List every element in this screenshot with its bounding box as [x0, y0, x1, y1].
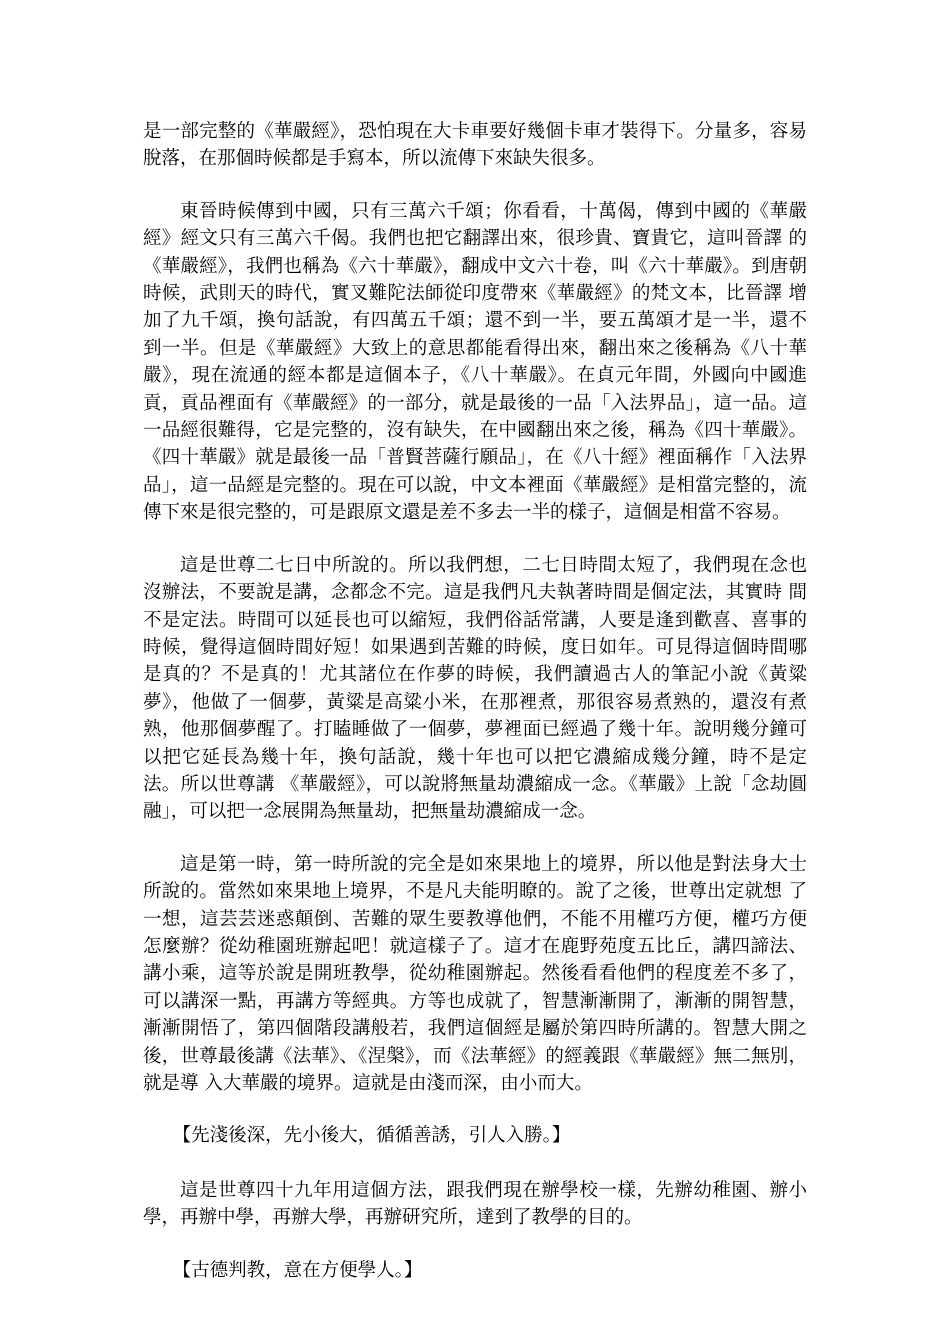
- paragraph-1: 是一部完整的《華嚴經》，恐怕現在大卡車要好幾個卡車才裝得下。分量多，容易脫落，在那個時候都是手寫本，所以流傳下來缺失很多。: [143, 121, 807, 170]
- scripture-quote-2: 【古德判教，意在方便學人。】: [172, 1259, 423, 1281]
- paragraph-4: 這是第一時，第一時所說的完全是如來果地上的境界，所以他是對法身大士所說的。當然如來果地上境界，不是凡夫能明瞭的。說了之後，世尊出定就想 了一想，這芸芸迷惑顛倒、苦難的眾生要教導他們，不能不用權巧方便，權巧方便怎麼辦？從幼稚園班辦起吧！就這樣子了。這才在鹿野苑度五比丘，講四諦法、講小乘，這等於說是開班教學，從幼稚園辦起。然後看看他們的程度差不多了，可以講深一點，再講方等經典。方等也成就了，智慧漸漸開了，漸漸的開智慧，漸漸開悟了，第四個階段講般若，我們這個經是屬於第四時所講的。智慧大開之後，世尊最後講《法華》、《涅槃》，而《法華經》的經義跟《華嚴經》無二無別，就是導 入大華嚴的境界。這就是由淺而深，由小而大。: [143, 853, 807, 1094]
- paragraph-5: 這是世尊四十九年用這個方法，跟我們現在辦學校一樣，先辦幼稚園、辦小學，再辦中學，再辦大學，再辦研究所，達到了教學的目的。: [143, 1179, 807, 1229]
- scripture-quote-1: 【先淺後深，先小後大，循循善誘，引人入勝。】: [172, 1125, 571, 1147]
- document-page: [143, 118, 807, 1311]
- paragraph-3: 這是世尊二七日中所說的。所以我們想，二七日時間太短了，我們現在念也沒辦法，不要說是講，念都念不完。這是我們凡夫執著時間是個定法，其實時 間不是定法。時間可以延長也可以縮短，我們俗話常講，人要是逢到歡喜、喜事的時候，覺得這個時間好短！如果遇到苦難的時候，度日如年。可見得這個時間哪是真的？不是真的！尤其諸位在作夢的時候，我們讀過古人的筆記小說《黃粱夢》，他做了一個夢，黃粱是高粱小米，在那裡煮，那很容易煮熟的，還沒有煮熟，他那個夢醒了。打瞌睡做了一個夢，夢裡面已經過了幾十年。說明幾分鐘可以把它延長為幾十年，換句話說，幾十年也可以把它濃縮成幾分鐘，時不是定法。所以世尊講 《華嚴經》，可以說將無量劫濃縮成一念。《華嚴》上說「念劫圓融」，可以把一念展開為無量劫，把無量劫濃縮成一念。: [143, 554, 807, 823]
- paragraph-2: 東晉時候傳到中國，只有三萬六千頌；你看看，十萬偈，傳到中國的《華嚴經》經文只有三萬六千偈。我們也把它翻譯出來，很珍貴、寶貴它，這叫晉譯 的《華嚴經》，我們也稱為《六十華嚴》，翻成中文六十卷，叫《六十華嚴》。到唐朝時候，武則天的時代，實叉難陀法師從印度帶來《華嚴經》的梵文本，比晉譯 增加了九千頌，換句話說，有四萬五千頌；還不到一半，要五萬頌才是一半，還不到一半。但是《華嚴經》大致上的意思都能看得出來，翻出來之後稱為《八十華 嚴》，現在流通的經本都是這個本子，《八十華嚴》。在貞元年間，外國向中國進貢，貢品裡面有《華嚴經》的一部分，就是最後的一品「入法界品」，這一品。這 一品經很難得，它是完整的，沒有缺失，在中國翻出來之後，稱為《四十華嚴》。《四十華嚴》就是最後一品「普賢菩薩行願品」，在《八十經》裡面稱作「入法界 品」，這一品經是完整的。現在可以說，中文本裡面《華嚴經》是相當完整的，流傳下來是很完整的，可是跟原文還是差不多去一半的樣子，這個是相當不容易。: [143, 200, 807, 524]
